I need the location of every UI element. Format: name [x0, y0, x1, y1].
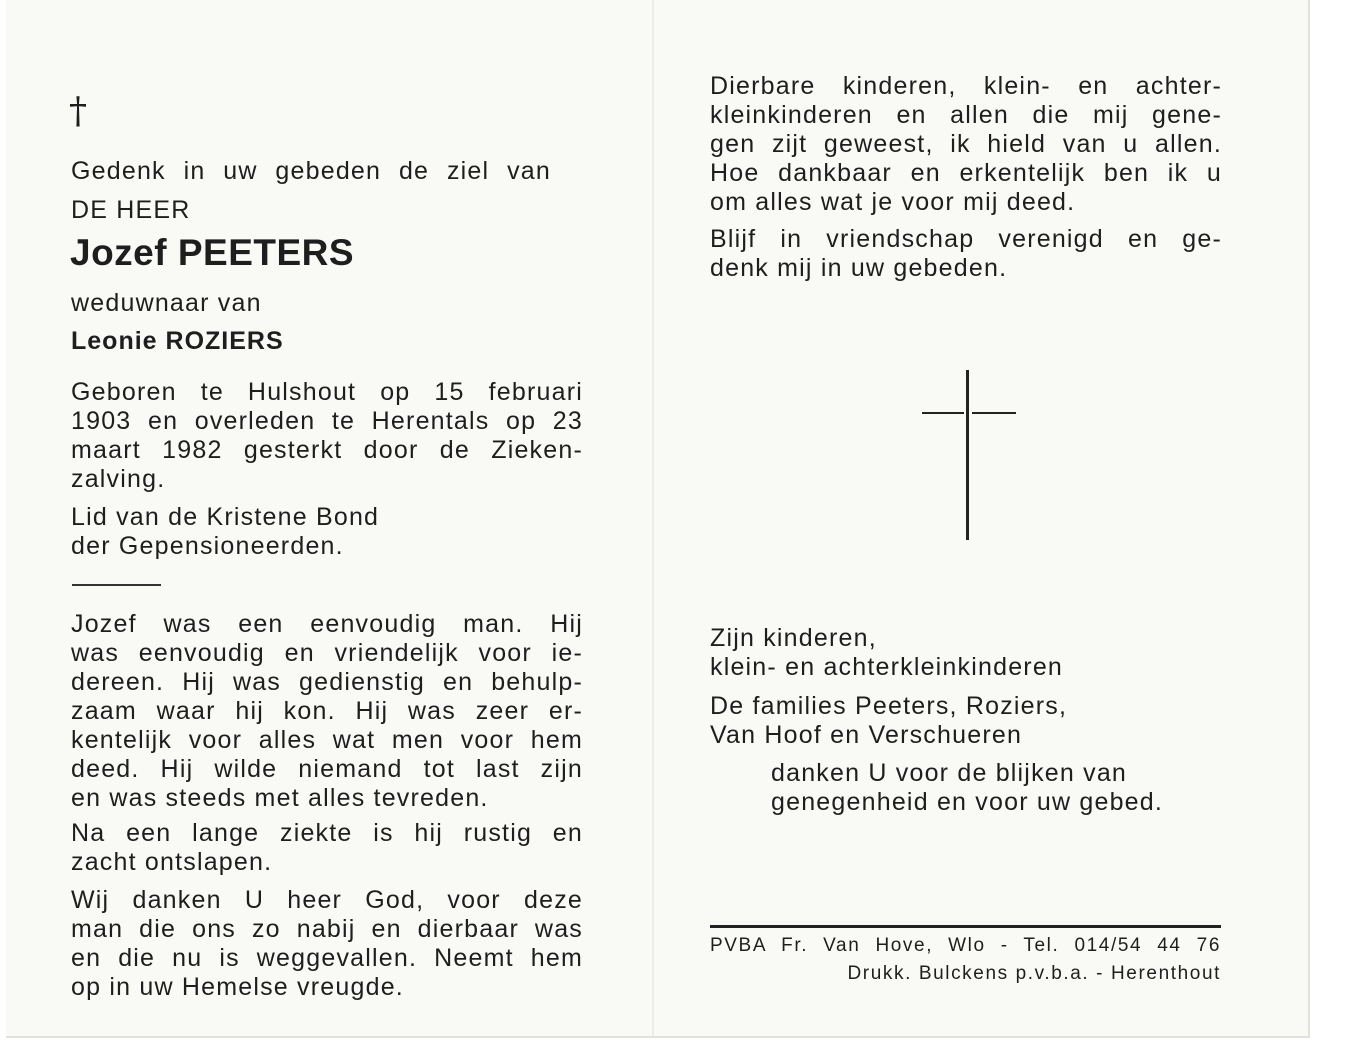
paragraph-line: deed. Hij wilde niemand tot last zijn: [71, 755, 583, 783]
paragraph-line: Dierbare kinderen, klein- en achter-: [710, 72, 1222, 100]
paragraph-line: kentelijk voor alles wat men voor hem: [71, 726, 583, 754]
paragraph-line: en die nu is weggevallen. Neemt hem: [71, 944, 583, 972]
relation-text: weduwnaar van: [71, 289, 262, 317]
paragraph-line: man die ons zo nabij en dierbaar was: [71, 915, 583, 943]
paragraph-line: op in uw Hemelse vreugde.: [71, 973, 404, 1001]
deceased-name: Jozef PEETERS: [70, 232, 355, 273]
rest-paragraph: [71, 819, 583, 877]
paragraph-line: zalving.: [71, 465, 166, 493]
paragraph-line: Hoe dankbaar en erkentelijk ben ik u: [710, 159, 1222, 187]
printer-line-2: Drukk. Bulckens p.v.b.a. - Herenthout: [847, 963, 1221, 984]
paragraph-line: dereen. Hij was gedienstig en behulp-: [71, 668, 583, 696]
printer-divider: [710, 925, 1221, 928]
paragraph-line: De families Peeters, Roziers,: [710, 692, 1068, 720]
card-fold: [652, 0, 654, 1036]
intro-text: Gedenk in uw gebeden de ziel van: [71, 157, 551, 185]
paragraph-line: Van Hoof en Verschueren: [710, 721, 1023, 749]
paragraph-line: en was steeds met alles tevreden.: [71, 784, 489, 812]
farewell-paragraph: [710, 72, 1222, 217]
families-paragraph: [710, 692, 1067, 750]
paragraph-line: der Gepensioneerden.: [71, 532, 344, 560]
cross-icon: [966, 370, 969, 540]
paragraph-line: Zijn kinderen,: [710, 624, 877, 652]
cross-arm-right: [972, 412, 1016, 414]
paragraph-line: maart 1982 gesterkt door de Zieken-: [71, 436, 583, 464]
printer-line-1: PVBA Fr. Van Hove, Wlo - Tel. 014/54 44 76: [710, 935, 1221, 956]
paragraph-line: Blijf in vriendschap verenigd en ge-: [710, 225, 1222, 253]
paragraph-line: danken U voor de blijken van: [771, 759, 1128, 787]
birth-death-paragraph: [71, 378, 583, 494]
paragraph-line: klein- en achterkleinkinderen: [710, 653, 1064, 681]
paragraph-line: Jozef was een eenvoudig man. Hij: [71, 610, 583, 638]
paragraph-line: genegenheid en voor uw gebed.: [771, 788, 1164, 816]
spouse-name: Leonie ROZIERS: [71, 327, 284, 355]
paragraph-line: Lid van de Kristene Bond: [71, 503, 380, 531]
prayer-paragraph: [71, 886, 583, 1002]
friendship-paragraph: [710, 225, 1222, 283]
paragraph-line: om alles wat je voor mij deed.: [710, 188, 1076, 216]
thanks-paragraph: [771, 759, 1163, 817]
paragraph-line: zacht ontslapen.: [71, 848, 273, 876]
paragraph-line: 1903 en overleden te Herentals op 23: [71, 407, 583, 435]
tribute-paragraph: [71, 610, 583, 813]
paragraph-line: Geboren te Hulshout op 15 februari: [71, 378, 583, 406]
paragraph-line: Wij danken U heer God, voor deze: [71, 886, 583, 914]
paragraph-line: gen zijt geweest, ik hield van u allen.: [710, 130, 1222, 158]
section-divider: [72, 584, 161, 586]
dagger-cross-icon: †: [69, 91, 87, 132]
paragraph-line: was eenvoudig en vriendelijk voor ie-: [71, 639, 583, 667]
honorific-title: DE HEER: [71, 196, 191, 224]
cross-arm-left: [922, 412, 964, 414]
paragraph-line: kleinkinderen en allen die mij gene-: [710, 101, 1222, 129]
paragraph-line: zaam waar hij kon. Hij was zeer er-: [71, 697, 583, 725]
membership-paragraph: [71, 503, 379, 561]
paragraph-line: denk mij in uw gebeden.: [710, 254, 1008, 282]
paragraph-line: Na een lange ziekte is hij rustig en: [71, 819, 583, 847]
children-paragraph: [710, 624, 1063, 682]
